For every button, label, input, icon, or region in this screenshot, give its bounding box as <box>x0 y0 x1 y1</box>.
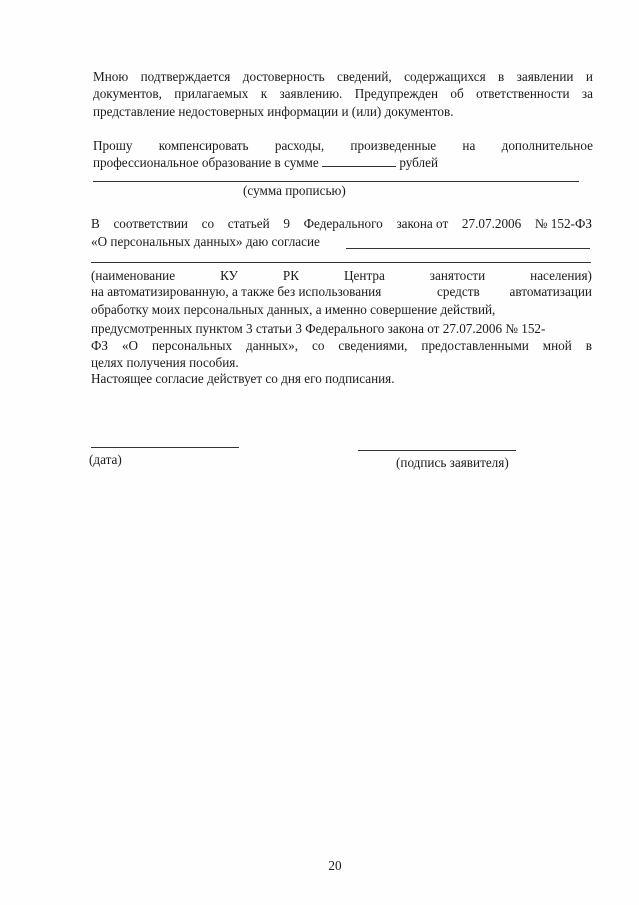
word: В <box>91 216 100 231</box>
word: в <box>498 69 505 84</box>
word: соответствии <box>113 216 188 231</box>
consent-line-3 <box>91 268 592 284</box>
word: (наименование <box>91 268 176 283</box>
signature-line <box>358 450 516 451</box>
word: к <box>260 86 268 101</box>
word: и <box>585 69 593 84</box>
word: средств <box>437 284 480 299</box>
consent-line-1 <box>91 216 592 232</box>
word: статьей <box>227 216 270 231</box>
consent-line-4-text: на автоматизированную, а также без использования <box>91 284 382 299</box>
consent-line-2: «О персональных данных» даю согласие <box>91 234 320 249</box>
word: сведений, <box>337 69 392 84</box>
consent-blank-line-1 <box>346 248 590 249</box>
word: занятости <box>429 268 486 283</box>
word: данных», <box>246 338 299 353</box>
word: достоверность <box>242 69 325 84</box>
word: Предупрежден <box>354 86 439 101</box>
word: ответственности <box>476 86 570 101</box>
word: в <box>585 338 592 353</box>
word: заявлении <box>516 69 574 84</box>
word: за <box>581 86 593 101</box>
word: Прошу <box>93 138 133 153</box>
sum-in-words-line <box>93 181 579 182</box>
word: компенсировать <box>158 138 249 153</box>
consent-line-9: Настоящее согласие действует со дня его подписания. <box>91 371 395 386</box>
sum-in-words-caption: (сумма прописью) <box>243 183 346 198</box>
word: 27.07.2006 <box>461 216 522 231</box>
sum-blank <box>322 154 396 167</box>
word: прилагаемых <box>174 86 249 101</box>
word: дополнительное <box>501 138 593 153</box>
confirm-line-3: представление недостоверных информации и (или) документов. <box>93 104 454 119</box>
word: РК <box>282 268 300 283</box>
compensation-text-start: профессиональное образование в сумме <box>93 155 323 170</box>
word: «О <box>121 338 139 353</box>
word: содержащихся <box>404 69 486 84</box>
compensation-line-2 <box>93 154 438 170</box>
consent-line-5: обработку моих персональных данных, а именно совершение действий, <box>91 302 496 317</box>
compensation-line-1 <box>93 138 593 154</box>
word: КУ <box>220 268 238 283</box>
word: на <box>462 138 476 153</box>
word: документов, <box>93 86 162 101</box>
consent-line-6: предусмотренных пунктом 3 статьи 3 Федерального закона от 27.07.2006 № 152- <box>91 321 546 336</box>
word: об <box>450 86 464 101</box>
consent-line-8: целях получения пособия. <box>91 355 239 370</box>
word: персональных <box>152 338 233 353</box>
word: со <box>311 338 325 353</box>
word: сведениями, <box>338 338 408 353</box>
word: Центра <box>344 268 385 283</box>
word: предоставленными <box>421 338 529 353</box>
word: Федерального <box>303 216 383 231</box>
date-label: (дата) <box>89 452 122 467</box>
word: закона от <box>396 216 449 231</box>
consent-line-7 <box>91 338 592 354</box>
consent-blank-line-2 <box>91 262 591 263</box>
confirm-line-2 <box>93 86 593 102</box>
word: мной <box>542 338 572 353</box>
signature-label: (подпись заявителя) <box>396 455 509 470</box>
word: Мною <box>93 69 129 84</box>
consent-line-4 <box>91 284 592 300</box>
word: заявлению. <box>279 86 343 101</box>
word: ФЗ <box>91 338 109 353</box>
word: 9 <box>283 216 290 231</box>
word: подтверждается <box>140 69 231 84</box>
word: расходы, <box>274 138 325 153</box>
word: со <box>201 216 215 231</box>
confirm-line-1 <box>93 69 593 85</box>
word: населения) <box>530 268 592 283</box>
page-number: 20 <box>328 858 342 873</box>
date-line <box>91 447 239 448</box>
word: произведенные <box>350 138 437 153</box>
word: № 152-ФЗ <box>534 216 592 231</box>
word: автоматизации <box>509 284 592 299</box>
compensation-text-end: рублей <box>396 155 439 170</box>
